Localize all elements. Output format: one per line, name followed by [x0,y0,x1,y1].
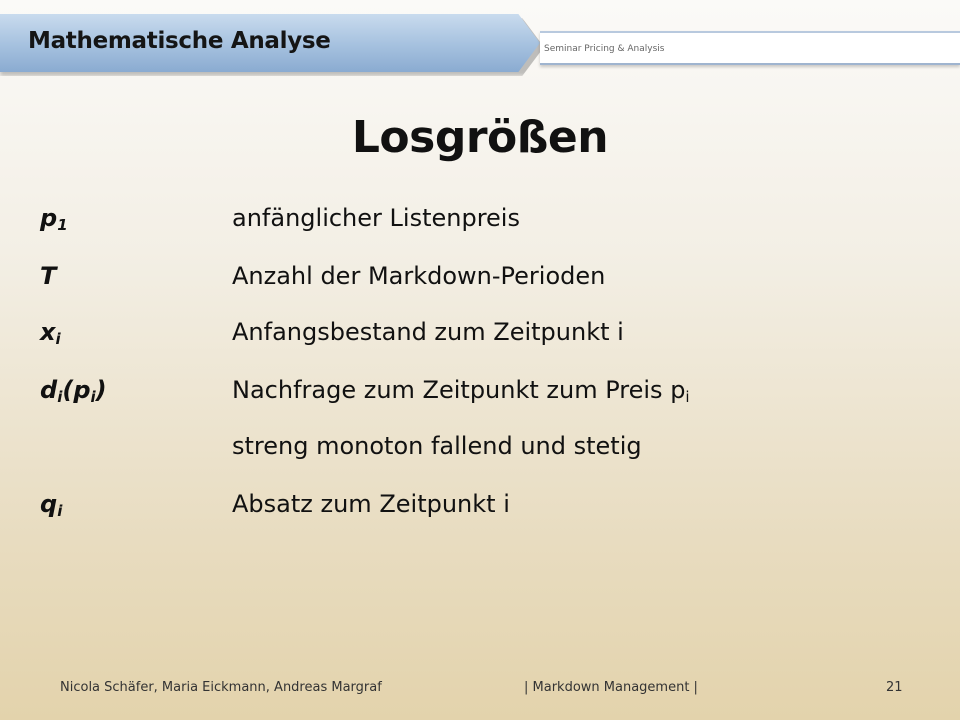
definition-text: Absatz zum Zeitpunkt i [232,490,510,518]
definition-text: Anfangsbestand zum Zeitpunkt i [232,318,624,346]
definition-row-continuation [0,432,960,472]
definition-text: Anzahl der Markdown-Perioden [232,262,606,290]
footer-page-number: 21 [886,680,903,695]
definition-row-t [0,262,960,302]
header-title: Mathematische Analyse [28,28,331,54]
definition-symbol: $d_i(p_i)$ [40,376,107,406]
header-subtitle: Seminar Pricing & Analysis [544,44,665,54]
definition-row-xi [0,318,960,358]
definition-row-qi [0,490,960,530]
definition-symbol: T [40,262,57,290]
footer-authors: Nicola Schäfer, Maria Eickmann, Andreas Margraf [60,680,382,695]
definition-symbol: $p_1$ [40,204,68,234]
definition-symbol: $x_i$ [40,318,61,348]
definition-text: streng monoton fallend und stetig [232,432,642,460]
definition-row-di [0,376,960,416]
definition-text: Nachfrage zum Zeitpunkt zum Preis $p_i$ [232,376,690,406]
definition-row-p1 [0,204,960,244]
slide-title: Losgrößen [351,112,609,163]
definition-text: anfänglicher Listenpreis [232,204,520,232]
footer-topic: | Markdown Management | [524,680,698,695]
definition-symbol: $q_i$ [40,490,63,520]
